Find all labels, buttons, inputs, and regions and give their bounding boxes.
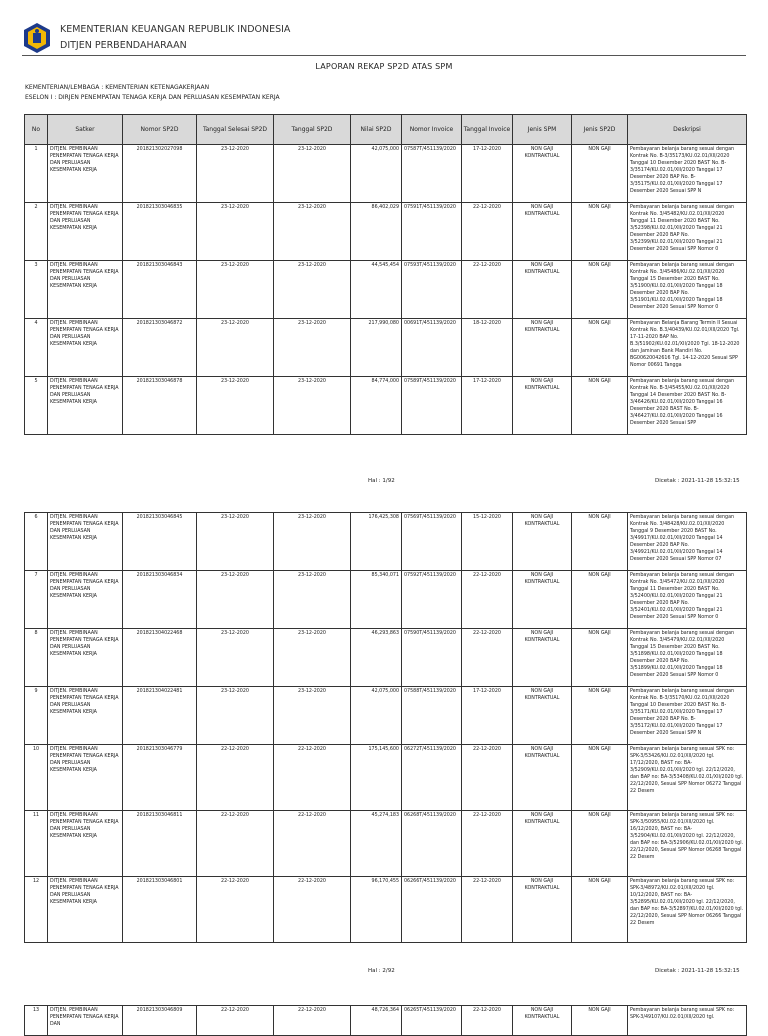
kemenkeu-logo-icon: [22, 22, 52, 54]
column-header: Tanggal Selesai SP2D: [197, 115, 274, 145]
column-header: No: [25, 115, 48, 145]
satker-cell: DITJEN. PEMBINAAN PENEMPATAN TENAGA KERJA DAN PERLUASAN KESEMPATAN KERJA: [48, 687, 123, 745]
tanggal-sp2d-cell: 23-12-2020: [274, 629, 351, 687]
tanggal-invoice-cell: 17-12-2020: [462, 687, 513, 745]
tanggal-selesai-cell: 22-12-2020: [197, 877, 274, 943]
kementerian-line: KEMENTERIAN/LEMBAGA : KEMENTERIAN KETENAGAKERJAAN: [25, 84, 210, 91]
nomor-invoice-cell: 07589T/451139/2020: [402, 377, 462, 435]
report-title: LAPORAN REKAP SP2D ATAS SPM: [315, 62, 453, 71]
satker-cell: DITJEN. PEMBINAAN PENEMPATAN TENAGA KERJA DAN PERLUASAN KESEMPATAN KERJA: [48, 811, 123, 877]
nomor-sp2d-cell: 201821303046809: [123, 1006, 197, 1036]
nomor-invoice-cell: 06266T/451139/2020: [402, 877, 462, 943]
jenis-spm-cell: NON GAJI KONTRAKTUAL: [513, 745, 572, 811]
satker-cell: DITJEN. PEMBINAAN PENEMPATAN TENAGA KERJA DAN PERLUASAN KESEMPATAN KERJA: [48, 145, 123, 203]
nomor-invoice-cell: 00691T/451139/2020: [402, 319, 462, 377]
nomor-sp2d-cell: 201821303046779: [123, 745, 197, 811]
satker-cell: DITJEN. PEMBINAAN PENEMPATAN TENAGA KERJA DAN PERLUASAN KESEMPATAN KERJA: [48, 261, 123, 319]
sp2d-table-page-2: [24, 512, 747, 943]
jenis-sp2d-cell: NON GAJI: [572, 203, 628, 261]
table-row: [25, 877, 747, 943]
column-header: Deskripsi: [628, 115, 747, 145]
deskripsi-cell: Pembayaran belanja barang sesuai dengan Kontrak No. B-3/35170/KU.02.01/XII/2020 Tanggal 10 Desember 2020 BAST No. B-3/35171/KU.02.01/XII/2020 Tanggal 17 Desember 2020 BAP No. B-3/35172/KU.02.01/XII/2020 Tanggal 17 Desember 2020 Sesuai SPP N: [628, 687, 747, 745]
tanggal-invoice-cell: 22-12-2020: [462, 811, 513, 877]
nomor-sp2d-cell: 201821303046835: [123, 203, 197, 261]
jenis-sp2d-cell: NON GAJI: [572, 811, 628, 877]
tanggal-sp2d-cell: 22-12-2020: [274, 745, 351, 811]
tanggal-selesai-cell: 23-12-2020: [197, 513, 274, 571]
tanggal-sp2d-cell: 23-12-2020: [274, 261, 351, 319]
tanggal-sp2d-cell: 23-12-2020: [274, 513, 351, 571]
deskripsi-cell: Pembayaran belanja barang sesuai dengan Kontrak No. B-3/35173/KU.02.01/XII/2020 Tanggal 10 Desember 2020 BAST No. B-3/35174/KU.02.01/XII/2020 Tanggal 17 Desember 2020 BAP No. B-3/35175/KU.02.01/XII/2020 Tanggal 17 Desember 2020 Sesuai SPP N: [628, 145, 747, 203]
tanggal-selesai-cell: 23-12-2020: [197, 571, 274, 629]
tanggal-invoice-cell: 22-12-2020: [462, 877, 513, 943]
jenis-sp2d-cell: NON GAJI: [572, 629, 628, 687]
row-number: 3: [25, 261, 48, 319]
table-row: [25, 203, 747, 261]
row-number: 12: [25, 877, 48, 943]
nomor-sp2d-cell: 201821303046843: [123, 261, 197, 319]
print-timestamp: Dicetak : 2021-11-28 15:32:15: [655, 968, 740, 974]
jenis-sp2d-cell: NON GAJI: [572, 1006, 628, 1036]
jenis-sp2d-cell: NON GAJI: [572, 145, 628, 203]
column-header: Jenis SPM: [513, 115, 572, 145]
jenis-spm-cell: NON GAJI KONTRAKTUAL: [513, 319, 572, 377]
table-row: [25, 745, 747, 811]
tanggal-selesai-cell: 23-12-2020: [197, 261, 274, 319]
jenis-sp2d-cell: NON GAJI: [572, 319, 628, 377]
tanggal-invoice-cell: 17-12-2020: [462, 145, 513, 203]
jenis-sp2d-cell: NON GAJI: [572, 745, 628, 811]
nomor-invoice-cell: 07593T/451139/2020: [402, 261, 462, 319]
jenis-spm-cell: NON GAJI KONTRAKTUAL: [513, 203, 572, 261]
eselon-line: ESELON I : DIRJEN PENEMPATAN TENAGA KERJA DAN PERLUASAN KESEMPATAN KERJA: [25, 94, 280, 101]
jenis-spm-cell: NON GAJI KONTRAKTUAL: [513, 377, 572, 435]
jenis-spm-cell: NON GAJI KONTRAKTUAL: [513, 877, 572, 943]
jenis-sp2d-cell: NON GAJI: [572, 261, 628, 319]
tanggal-sp2d-cell: 23-12-2020: [274, 377, 351, 435]
page-number: Hal : 1/92: [368, 478, 395, 484]
tanggal-sp2d-cell: 22-12-2020: [274, 877, 351, 943]
nomor-invoice-cell: 07591T/451139/2020: [402, 203, 462, 261]
tanggal-selesai-cell: 23-12-2020: [197, 319, 274, 377]
satker-cell: DITJEN. PEMBINAAN PENEMPATAN TENAGA KERJA DAN PERLUASAN KESEMPATAN KERJA: [48, 571, 123, 629]
jenis-spm-cell: NON GAJI KONTRAKTUAL: [513, 145, 572, 203]
jenis-sp2d-cell: NON GAJI: [572, 877, 628, 943]
row-number: 13: [25, 1006, 48, 1036]
tanggal-selesai-cell: 22-12-2020: [197, 811, 274, 877]
sp2d-table-page-3: [24, 1005, 747, 1036]
satker-cell: DITJEN. PEMBINAAN PENEMPATAN TENAGA KERJA DAN PERLUASAN KESEMPATAN KERJA: [48, 877, 123, 943]
satker-cell: DITJEN. PEMBINAAN PENEMPATAN TENAGA KERJA DAN PERLUASAN KESEMPATAN KERJA: [48, 513, 123, 571]
column-header: Nomor Invoice: [402, 115, 462, 145]
row-number: 1: [25, 145, 48, 203]
column-header: Nilai SP2D: [351, 115, 402, 145]
jenis-sp2d-cell: NON GAJI: [572, 513, 628, 571]
tanggal-invoice-cell: 22-12-2020: [462, 203, 513, 261]
nomor-sp2d-cell: 201821303046845: [123, 513, 197, 571]
nilai-sp2d-cell: 42,075,000: [351, 687, 402, 745]
deskripsi-cell: Pembayaran belanja barang sesuai dengan Kontrak No. 3/45486/KU.02.01/XII/2020 Tanggal 15 Desember 2020 BAST No. 3/51900/KU.02.01/XII/2020 Tanggal 18 Desember 2020 BAP No. 3/51901/KU.02.01/XII/2020 Tanggal 18 Desember 2020 Sesuai SPP Nomor 0: [628, 261, 747, 319]
row-number: 11: [25, 811, 48, 877]
table-row: [25, 687, 747, 745]
table-row: [25, 145, 747, 203]
nilai-sp2d-cell: 96,170,455: [351, 877, 402, 943]
table-row: [25, 1006, 747, 1036]
tanggal-invoice-cell: 15-12-2020: [462, 513, 513, 571]
jenis-spm-cell: NON GAJI KONTRAKTUAL: [513, 811, 572, 877]
tanggal-sp2d-cell: 23-12-2020: [274, 571, 351, 629]
column-header: Satker: [48, 115, 123, 145]
satker-cell: DITJEN. PEMBINAAN PENEMPATAN TENAGA KERJA DAN PERLUASAN KESEMPATAN KERJA: [48, 629, 123, 687]
jenis-spm-cell: NON GAJI KONTRAKTUAL: [513, 513, 572, 571]
nomor-invoice-cell: 07569T/451139/2020: [402, 513, 462, 571]
satker-cell: DITJEN. PEMBINAAN PENEMPATAN TENAGA KERJA DAN PERLUASAN KESEMPATAN KERJA: [48, 377, 123, 435]
deskripsi-cell: Pembayaran belanja barang sesuai SPK no: SPK-3/53426/KU.02.01/XII/2020 tgl. 17/12/2020, BAST no: BA-3/52909/KU.02.01/XII/2020 tgl. 22/12/2020, dan BAP no: BA-3/53408/KU.02.01/XII/2020 tgl. 22/12/2020, Sesuai SPP Nomor 06272 Tanggal 22 Desem: [628, 745, 747, 811]
tanggal-invoice-cell: 17-12-2020: [462, 377, 513, 435]
tanggal-sp2d-cell: 23-12-2020: [274, 203, 351, 261]
satker-cell: DITJEN. PEMBINAAN PENEMPATAN TENAGA KERJA DAN: [48, 1006, 123, 1036]
nilai-sp2d-cell: 44,545,454: [351, 261, 402, 319]
jenis-spm-cell: NON GAJI KONTRAKTUAL: [513, 571, 572, 629]
nilai-sp2d-cell: 86,402,029: [351, 203, 402, 261]
deskripsi-cell: Pembayaran belanja barang sesuai dengan Kontrak No. 3/45472/KU.02.01/XII/2020 Tanggal 11 Desember 2020 BAST No. 3/52400/KU.02.01/XII/2020 Tanggal 21 Desember 2020 BAP No. 3/52401/KU.02.01/XII/2020 Tanggal 21 Desember 2020 Sesuai SPP Nomor 0: [628, 571, 747, 629]
table-row: [25, 319, 747, 377]
nilai-sp2d-cell: 175,145,600: [351, 745, 402, 811]
nomor-invoice-cell: 07587T/451139/2020: [402, 145, 462, 203]
tanggal-invoice-cell: 22-12-2020: [462, 629, 513, 687]
nomor-sp2d-cell: 201821303046834: [123, 571, 197, 629]
table-row: [25, 513, 747, 571]
column-header: Tanggal SP2D: [274, 115, 351, 145]
tanggal-selesai-cell: 23-12-2020: [197, 629, 274, 687]
tanggal-selesai-cell: 22-12-2020: [197, 745, 274, 811]
tanggal-sp2d-cell: 23-12-2020: [274, 687, 351, 745]
row-number: 8: [25, 629, 48, 687]
satker-cell: DITJEN. PEMBINAAN PENEMPATAN TENAGA KERJA DAN PERLUASAN KESEMPATAN KERJA: [48, 203, 123, 261]
nilai-sp2d-cell: 42,075,000: [351, 145, 402, 203]
header-divider: [22, 55, 746, 56]
tanggal-invoice-cell: 22-12-2020: [462, 745, 513, 811]
nilai-sp2d-cell: 84,774,000: [351, 377, 402, 435]
nomor-sp2d-cell: 201821303046811: [123, 811, 197, 877]
tanggal-sp2d-cell: 23-12-2020: [274, 145, 351, 203]
row-number: 10: [25, 745, 48, 811]
table-row: [25, 261, 747, 319]
print-timestamp: Dicetak : 2021-11-28 15:32:15: [655, 478, 740, 484]
nomor-sp2d-cell: 201821303046801: [123, 877, 197, 943]
row-number: 5: [25, 377, 48, 435]
jenis-spm-cell: NON GAJI KONTRAKTUAL: [513, 629, 572, 687]
nomor-invoice-cell: 06272T/451139/2020: [402, 745, 462, 811]
org-name-line2: DITJEN PERBENDAHARAAN: [60, 40, 187, 51]
row-number: 9: [25, 687, 48, 745]
jenis-sp2d-cell: NON GAJI: [572, 571, 628, 629]
nomor-invoice-cell: 07588T/451139/2020: [402, 687, 462, 745]
table-row: [25, 377, 747, 435]
tanggal-selesai-cell: 23-12-2020: [197, 145, 274, 203]
nilai-sp2d-cell: 45,274,183: [351, 811, 402, 877]
table-row: [25, 629, 747, 687]
deskripsi-cell: Pembayaran belanja barang sesuai SPK no: SPK-3/49107/KU.02.01/XII/2020 tgl.: [628, 1006, 747, 1036]
deskripsi-cell: Pembayaran belanja barang sesuai dengan Kontrak No. 3/48428/KU.02.01/XII/2020 Tanggal 9 Desember 2020 BAST No. 3/49917/KU.02.01/XII/2020 Tanggal 14 Desember 2020 BAP No. 3/49921/KU.02.01/XII/2020 Tanggal 14 Desember 2020 Sesuai SPP Nomor 07: [628, 513, 747, 571]
deskripsi-cell: Pembayaran belanja barang sesuai SPK no: SPK-3/50955/KU.02.01/XII/2020 tgl. 16/12/2020, BAST no: BA-3/52904/KU.02.01/XII/2020 tgl. 22/12/2020, dan BAP no: BA-3/52906/KU.02.01/XII/2020 tgl. 22/12/2020, Sesuai SPP Nomor 06268 Tanggal 22 Desem: [628, 811, 747, 877]
row-number: 2: [25, 203, 48, 261]
nomor-invoice-cell: 06268T/451139/2020: [402, 811, 462, 877]
table-row: [25, 811, 747, 877]
nomor-sp2d-cell: 201821304022468: [123, 629, 197, 687]
deskripsi-cell: Pembayaran Belanja Barang Termin II Sesuai Kontrak No. B.3/40439/KU.02.01/XII/2020 Tgl. 17-11-2020 BAP No. B.3/51902/KU.02.01/XII/2020 Tgl. 18-12-2020 dan Jaminan Bank Mandiri No. BG00620042616 Tgl. 14-12-2020 Sesuai SPP Nomor 00691 Tangga: [628, 319, 747, 377]
satker-cell: DITJEN. PEMBINAAN PENEMPATAN TENAGA KERJA DAN PERLUASAN KESEMPATAN KERJA: [48, 745, 123, 811]
row-number: 6: [25, 513, 48, 571]
nilai-sp2d-cell: 46,293,863: [351, 629, 402, 687]
tanggal-selesai-cell: 23-12-2020: [197, 203, 274, 261]
tanggal-invoice-cell: 22-12-2020: [462, 261, 513, 319]
row-number: 7: [25, 571, 48, 629]
jenis-spm-cell: NON GAJI KONTRAKTUAL: [513, 261, 572, 319]
sp2d-table-page-1: [24, 114, 747, 435]
table-row: [25, 571, 747, 629]
satker-cell: DITJEN. PEMBINAAN PENEMPATAN TENAGA KERJA DAN PERLUASAN KESEMPATAN KERJA: [48, 319, 123, 377]
jenis-spm-cell: NON GAJI KONTRAKTUAL: [513, 687, 572, 745]
page-number: Hal : 2/92: [368, 968, 395, 974]
nilai-sp2d-cell: 48,726,364: [351, 1006, 402, 1036]
column-header: Jenis SP2D: [572, 115, 628, 145]
column-header: Nomor SP2D: [123, 115, 197, 145]
tanggal-invoice-cell: 18-12-2020: [462, 319, 513, 377]
deskripsi-cell: Pembayaran belanja barang sesuai SPK no: SPK-3/48972/KU.02.01/XII/2020 tgl. 10/12/2020, BAST no: BA-3/52895/KU.02.01/XII/2020 tgl. 22/12/2020, dan BAP no: BA-3/52897/KU.02.01/XII/2020 tgl. 22/12/2020, Sesuai SPP Nomor 06266 Tanggal 22 Desem: [628, 877, 747, 943]
jenis-spm-cell: NON GAJI KONTRAKTUAL: [513, 1006, 572, 1036]
nilai-sp2d-cell: 176,425,308: [351, 513, 402, 571]
deskripsi-cell: Pembayaran belanja barang sesuai dengan Kontrak No. 3/45482/KU.02.01/XII/2020 Tanggal 11 Desember 2020 BAST No. 3/52398/KU.02.01/XII/2020 Tanggal 21 Desember 2020 BAP No. 3/52399/KU.02.01/XII/2020 Tanggal 21 Desember 2020 Sesuai SPP Nomor 0: [628, 203, 747, 261]
nomor-sp2d-cell: 201821302027098: [123, 145, 197, 203]
tanggal-selesai-cell: 23-12-2020: [197, 377, 274, 435]
tanggal-selesai-cell: 23-12-2020: [197, 687, 274, 745]
jenis-sp2d-cell: NON GAJI: [572, 687, 628, 745]
jenis-sp2d-cell: NON GAJI: [572, 377, 628, 435]
tanggal-sp2d-cell: 22-12-2020: [274, 1006, 351, 1036]
column-header: Tanggal Invoice: [462, 115, 513, 145]
nomor-sp2d-cell: 201821303046878: [123, 377, 197, 435]
nomor-sp2d-cell: 201821303046872: [123, 319, 197, 377]
deskripsi-cell: Pembayaran belanja barang sesuai dengan Kontrak No. B-3/45455/KU.02.01/XII/2020 Tanggal 14 Desember 2020 BAST No. B-3/46426/KU.02.01/XII/2020 Tanggal 16 Desember 2020 BAST No. B-3/46427/KU.02.01/XII/2020 Tanggal 16 Desember 2020 Sesuai SPP: [628, 377, 747, 435]
row-number: 4: [25, 319, 48, 377]
tanggal-invoice-cell: 22-12-2020: [462, 1006, 513, 1036]
nilai-sp2d-cell: 85,340,071: [351, 571, 402, 629]
org-name-line1: KEMENTERIAN KEUANGAN REPUBLIK INDONESIA: [60, 24, 291, 35]
nomor-invoice-cell: 07590T/451139/2020: [402, 629, 462, 687]
tanggal-sp2d-cell: 22-12-2020: [274, 811, 351, 877]
nomor-invoice-cell: 06265T/451139/2020: [402, 1006, 462, 1036]
nomor-invoice-cell: 07592T/451139/2020: [402, 571, 462, 629]
nilai-sp2d-cell: 217,990,080: [351, 319, 402, 377]
nomor-sp2d-cell: 201821304022481: [123, 687, 197, 745]
tanggal-invoice-cell: 22-12-2020: [462, 571, 513, 629]
tanggal-selesai-cell: 22-12-2020: [197, 1006, 274, 1036]
tanggal-sp2d-cell: 23-12-2020: [274, 319, 351, 377]
deskripsi-cell: Pembayaran belanja barang sesuai dengan Kontrak No. 3/45479/KU.02.01/XII/2020 Tanggal 15 Desember 2020 BAST No. 3/51898/KU.02.01/XII/2020 Tanggal 18 Desember 2020 BAP No. 3/51899/KU.02.01/XII/2020 Tanggal 18 Desember 2020 Sesuai SPP Nomor 0: [628, 629, 747, 687]
